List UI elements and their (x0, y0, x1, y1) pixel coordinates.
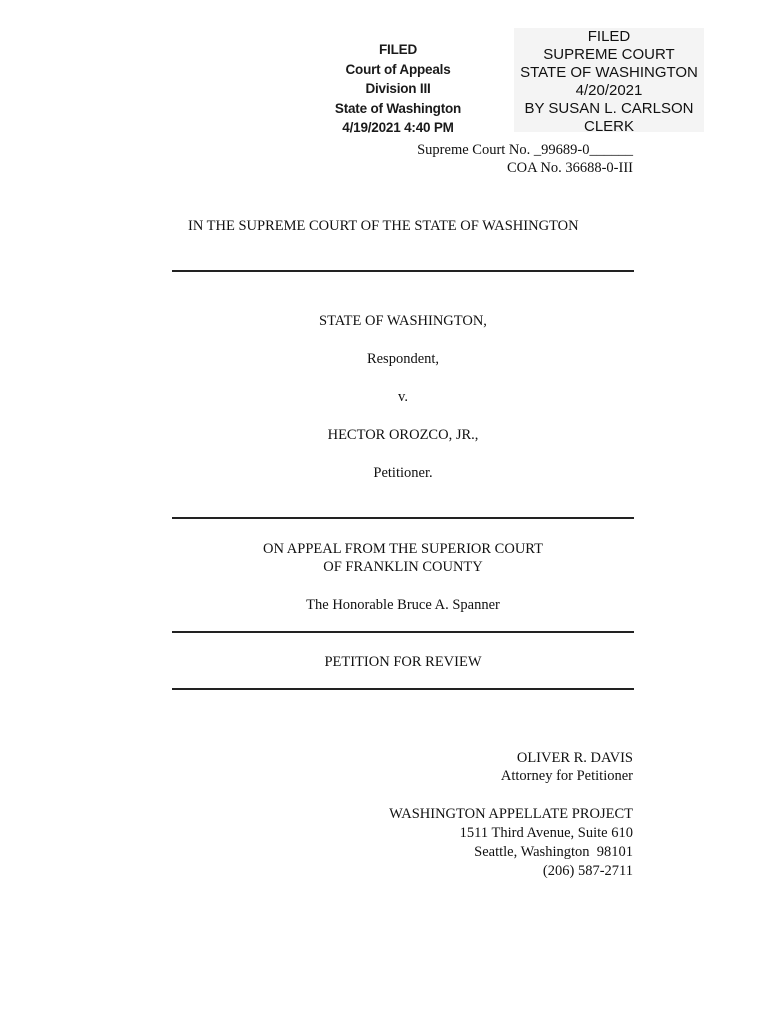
document-title: PETITION FOR REVIEW (324, 654, 482, 670)
supreme-court-filing-stamp (514, 28, 704, 135)
divider (172, 517, 634, 519)
attorney-role: Attorney for Petitioner (500, 768, 633, 784)
firm-name: WASHINGTON APPELLATE PROJECT (389, 806, 633, 822)
divider (172, 270, 634, 272)
coa-stamp-line: FILED (379, 42, 417, 57)
supreme-stamp-line: BY SUSAN L. CARLSON (524, 100, 694, 117)
court-heading: IN THE SUPREME COURT OF THE STATE OF WASHINGTON (188, 218, 579, 234)
firm-address-line2: Seattle, Washington 98101 (474, 844, 633, 860)
divider (172, 631, 634, 633)
supreme-stamp-line: SUPREME COURT (543, 46, 675, 63)
supreme-stamp-line: FILED (587, 28, 631, 45)
party-respondent-name: STATE OF WASHINGTON, (319, 313, 487, 329)
party-petitioner-name: HECTOR OROZCO, JR., (327, 427, 479, 443)
supreme-court-number-label: Supreme Court No. (417, 142, 534, 158)
coa-stamp-line: Court of Appeals (345, 61, 451, 77)
attorney-name: OLIVER R. DAVIS (516, 750, 633, 766)
coa-stamp-line: State of Washington (334, 100, 462, 116)
coa-number: COA No. 36688-0-III (506, 160, 633, 176)
party-respondent-role: Respondent, (366, 351, 440, 367)
coa-stamp-line: 4/19/2021 4:40 PM (342, 120, 454, 136)
coa-filing-stamp (318, 40, 478, 138)
versus-label: v. (398, 389, 408, 405)
firm-address-line1: 1511 Third Avenue, Suite 610 (459, 825, 633, 841)
supreme-court-number-value: _99689-0______ (533, 142, 633, 158)
supreme-stamp-line: CLERK (583, 118, 635, 135)
divider (172, 688, 634, 690)
supreme-stamp-line: 4/20/2021 (575, 82, 643, 99)
coa-stamp-line: Division III (365, 81, 431, 97)
supreme-stamp-line: STATE OF WASHINGTON (520, 64, 698, 81)
supreme-court-number (417, 142, 633, 159)
firm-phone: (206) 587-2711 (542, 863, 633, 879)
party-petitioner-role: Petitioner. (373, 465, 433, 481)
judge-name: The Honorable Bruce A. Spanner (306, 597, 500, 613)
appeal-court-line: ON APPEAL FROM THE SUPERIOR COURT (263, 541, 543, 557)
appeal-county-line: OF FRANKLIN COUNTY (323, 559, 483, 575)
